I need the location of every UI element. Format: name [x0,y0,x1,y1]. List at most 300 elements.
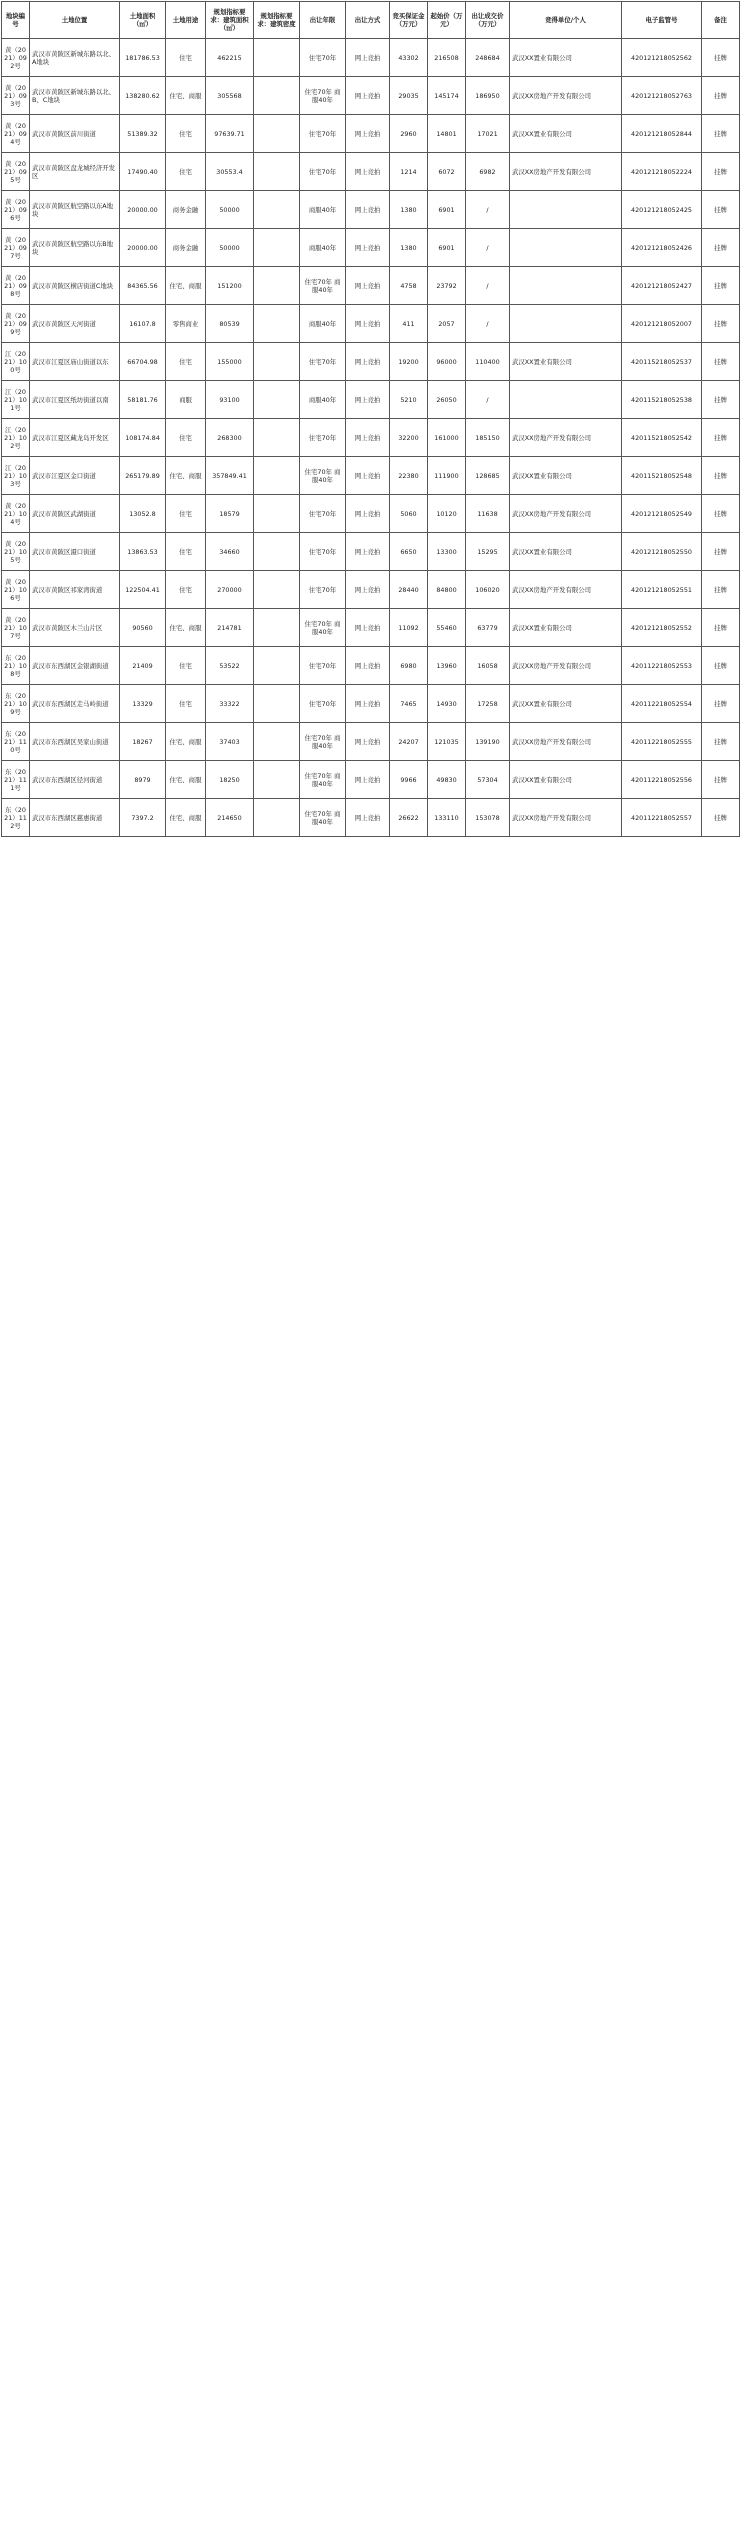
cell-location: 武汉市黄陂区新城东路以北、B、C地块 [30,77,120,115]
cell-supervision-no: 420112218052555 [622,723,702,761]
cell-area: 17490.40 [120,153,166,191]
cell-deposit: 29035 [390,77,428,115]
cell-location: 武汉市黄陂区天河街道 [30,305,120,343]
cell-floor-area: 268300 [206,419,254,457]
cell-plot-no: 黄（2021）093号 [2,77,30,115]
cell-deal-price: / [466,267,510,305]
cell-method: 网上竞拍 [346,647,390,685]
cell-deal-price: / [466,381,510,419]
cell-density [254,609,300,647]
cell-use: 商务金融 [166,191,206,229]
cell-remark: 挂牌 [702,191,740,229]
cell-location: 武汉市黄陂区前川街道 [30,115,120,153]
cell-deposit: 11092 [390,609,428,647]
cell-location: 武汉市黄陂区木兰山片区 [30,609,120,647]
cell-density [254,723,300,761]
cell-area: 84365.56 [120,267,166,305]
cell-deal-price: 106020 [466,571,510,609]
cell-supervision-no: 420112218052553 [622,647,702,685]
cell-use: 住宅、商服 [166,77,206,115]
cell-floor-area: 97639.71 [206,115,254,153]
cell-start-price: 13960 [428,647,466,685]
cell-supervision-no: 420112218052554 [622,685,702,723]
cell-remark: 挂牌 [702,343,740,381]
cell-density [254,571,300,609]
cell-deposit: 26622 [390,799,428,837]
cell-plot-no: 黄（2021）107号 [2,609,30,647]
cell-use: 住宅 [166,39,206,77]
cell-deal-price: 248684 [466,39,510,77]
cell-remark: 挂牌 [702,115,740,153]
cell-start-price: 10120 [428,495,466,533]
cell-winner: 武汉XX置业有限公司 [510,609,622,647]
cell-remark: 挂牌 [702,799,740,837]
cell-term: 住宅70年 [300,153,346,191]
cell-use: 住宅 [166,153,206,191]
cell-use: 住宅 [166,533,206,571]
table-row [2,457,740,495]
cell-area: 16107.8 [120,305,166,343]
table-row [2,685,740,723]
header-density: 规划指标要求：建筑密度 [254,2,300,39]
cell-plot-no: 黄（2021）105号 [2,533,30,571]
cell-winner: 武汉XX房地产开发有限公司 [510,571,622,609]
cell-floor-area: 50000 [206,191,254,229]
cell-start-price: 216508 [428,39,466,77]
cell-floor-area: 80539 [206,305,254,343]
cell-winner: 武汉XX置业有限公司 [510,39,622,77]
table-row [2,267,740,305]
cell-remark: 挂牌 [702,457,740,495]
cell-density [254,381,300,419]
cell-floor-area: 53522 [206,647,254,685]
cell-deposit: 5060 [390,495,428,533]
cell-remark: 挂牌 [702,723,740,761]
cell-density [254,267,300,305]
cell-location: 武汉市江夏区庙山街道以东 [30,343,120,381]
cell-supervision-no: 420121218052551 [622,571,702,609]
cell-floor-area: 18579 [206,495,254,533]
cell-supervision-no: 420121218052425 [622,191,702,229]
cell-plot-no: 黄（2021）094号 [2,115,30,153]
cell-remark: 挂牌 [702,381,740,419]
cell-density [254,115,300,153]
cell-deposit: 6650 [390,533,428,571]
cell-supervision-no: 420121218052549 [622,495,702,533]
cell-area: 8979 [120,761,166,799]
cell-use: 住宅 [166,419,206,457]
cell-term: 住宅70年 商服40年 [300,77,346,115]
cell-area: 13052.8 [120,495,166,533]
cell-deal-price: / [466,191,510,229]
cell-supervision-no: 420115218052548 [622,457,702,495]
cell-area: 265179.89 [120,457,166,495]
cell-term: 商服40年 [300,381,346,419]
cell-deposit: 2960 [390,115,428,153]
cell-plot-no: 江（2021）101号 [2,381,30,419]
cell-location: 武汉市东西湖区慈惠街道 [30,799,120,837]
cell-area: 21409 [120,647,166,685]
cell-plot-no: 江（2021）100号 [2,343,30,381]
cell-density [254,191,300,229]
header-floor-area: 规划指标要求：建筑面积（㎡） [206,2,254,39]
cell-density [254,647,300,685]
cell-supervision-no: 420121218052763 [622,77,702,115]
cell-remark: 挂牌 [702,419,740,457]
cell-density [254,685,300,723]
cell-winner: 武汉XX置业有限公司 [510,115,622,153]
cell-plot-no: 东（2021）112号 [2,799,30,837]
cell-use: 商务金融 [166,229,206,267]
cell-location: 武汉市东西湖区吴家山街道 [30,723,120,761]
cell-remark: 挂牌 [702,305,740,343]
cell-deal-price: 63779 [466,609,510,647]
cell-plot-no: 江（2021）102号 [2,419,30,457]
cell-remark: 挂牌 [702,229,740,267]
cell-deposit: 9966 [390,761,428,799]
cell-method: 网上竞拍 [346,799,390,837]
cell-supervision-no: 420115218052538 [622,381,702,419]
cell-supervision-no: 420121218052007 [622,305,702,343]
cell-plot-no: 东（2021）111号 [2,761,30,799]
table-row [2,229,740,267]
cell-start-price: 84800 [428,571,466,609]
cell-deal-price: 6982 [466,153,510,191]
cell-deal-price: / [466,229,510,267]
cell-term: 住宅70年 商服40年 [300,267,346,305]
cell-density [254,153,300,191]
cell-location: 武汉市江夏区纸坊街道以南 [30,381,120,419]
cell-location: 武汉市黄陂区祁家湾街道 [30,571,120,609]
cell-winner [510,191,622,229]
cell-remark: 挂牌 [702,77,740,115]
cell-floor-area: 33322 [206,685,254,723]
cell-floor-area: 357849.41 [206,457,254,495]
cell-deposit: 1380 [390,191,428,229]
cell-location: 武汉市黄陂区盘龙城经济开发区 [30,153,120,191]
cell-method: 网上竞拍 [346,419,390,457]
cell-deposit: 6980 [390,647,428,685]
cell-winner [510,229,622,267]
cell-start-price: 14930 [428,685,466,723]
cell-deposit: 1380 [390,229,428,267]
cell-deal-price: 57304 [466,761,510,799]
cell-winner: 武汉XX置业有限公司 [510,343,622,381]
cell-floor-area: 93100 [206,381,254,419]
cell-method: 网上竞拍 [346,77,390,115]
cell-use: 住宅、商服 [166,267,206,305]
cell-area: 20000.00 [120,191,166,229]
land-transfer-table [1,1,740,837]
table-row [2,723,740,761]
cell-use: 住宅、商服 [166,457,206,495]
table-header-row [2,2,740,39]
cell-deal-price: 110400 [466,343,510,381]
cell-use: 住宅、商服 [166,723,206,761]
table-row [2,647,740,685]
table-row [2,799,740,837]
cell-start-price: 6901 [428,229,466,267]
cell-method: 网上竞拍 [346,305,390,343]
cell-plot-no: 黄（2021）092号 [2,39,30,77]
cell-term: 住宅70年 商服40年 [300,761,346,799]
cell-supervision-no: 420121218052562 [622,39,702,77]
table-row [2,381,740,419]
cell-winner: 武汉XX房地产开发有限公司 [510,153,622,191]
table-row [2,115,740,153]
cell-start-price: 13300 [428,533,466,571]
cell-floor-area: 305568 [206,77,254,115]
cell-location: 武汉市黄陂区新城东路以北、A地块 [30,39,120,77]
header-remark: 备注 [702,2,740,39]
cell-supervision-no: 420112218052556 [622,761,702,799]
cell-floor-area: 37403 [206,723,254,761]
cell-method: 网上竞拍 [346,39,390,77]
cell-remark: 挂牌 [702,609,740,647]
cell-use: 住宅 [166,571,206,609]
cell-use: 住宅 [166,115,206,153]
cell-floor-area: 151200 [206,267,254,305]
header-area: 土地面积（㎡） [120,2,166,39]
cell-plot-no: 黄（2021）095号 [2,153,30,191]
cell-start-price: 55460 [428,609,466,647]
cell-term: 住宅70年 [300,533,346,571]
cell-location: 武汉市江夏区金口街道 [30,457,120,495]
table-row [2,761,740,799]
cell-term: 住宅70年 [300,419,346,457]
table-row [2,609,740,647]
cell-area: 51389.32 [120,115,166,153]
cell-deposit: 32200 [390,419,428,457]
cell-deal-price: 11638 [466,495,510,533]
cell-use: 住宅、商服 [166,761,206,799]
cell-start-price: 49830 [428,761,466,799]
cell-supervision-no: 420121218052224 [622,153,702,191]
header-supervision-no: 电子监管号 [622,2,702,39]
cell-location: 武汉市东西湖区走马岭街道 [30,685,120,723]
cell-plot-no: 黄（2021）104号 [2,495,30,533]
cell-area: 138280.62 [120,77,166,115]
cell-method: 网上竞拍 [346,609,390,647]
cell-area: 13863.53 [120,533,166,571]
cell-deal-price: 128685 [466,457,510,495]
cell-deal-price: 17021 [466,115,510,153]
cell-plot-no: 东（2021）109号 [2,685,30,723]
cell-plot-no: 东（2021）108号 [2,647,30,685]
cell-start-price: 14801 [428,115,466,153]
cell-area: 66704.98 [120,343,166,381]
cell-remark: 挂牌 [702,153,740,191]
cell-deposit: 22380 [390,457,428,495]
cell-remark: 挂牌 [702,571,740,609]
cell-remark: 挂牌 [702,761,740,799]
cell-floor-area: 214650 [206,799,254,837]
cell-density [254,533,300,571]
cell-location: 武汉市黄陂区航空路以东A地块 [30,191,120,229]
cell-term: 住宅70年 [300,115,346,153]
cell-floor-area: 18250 [206,761,254,799]
cell-deal-price: / [466,305,510,343]
cell-floor-area: 270000 [206,571,254,609]
cell-density [254,761,300,799]
cell-winner: 武汉XX置业有限公司 [510,533,622,571]
cell-start-price: 23792 [428,267,466,305]
cell-area: 90560 [120,609,166,647]
cell-term: 住宅70年 [300,685,346,723]
cell-remark: 挂牌 [702,39,740,77]
cell-deal-price: 186950 [466,77,510,115]
cell-term: 住宅70年 [300,343,346,381]
cell-area: 18267 [120,723,166,761]
cell-supervision-no: 420121218052550 [622,533,702,571]
cell-deal-price: 139190 [466,723,510,761]
cell-remark: 挂牌 [702,495,740,533]
cell-remark: 挂牌 [702,647,740,685]
cell-supervision-no: 420121218052427 [622,267,702,305]
cell-density [254,39,300,77]
cell-start-price: 121035 [428,723,466,761]
cell-term: 商服40年 [300,191,346,229]
cell-density [254,305,300,343]
cell-density [254,495,300,533]
cell-supervision-no: 420121218052844 [622,115,702,153]
cell-deal-price: 16058 [466,647,510,685]
cell-deal-price: 17258 [466,685,510,723]
table-row [2,419,740,457]
cell-remark: 挂牌 [702,267,740,305]
cell-remark: 挂牌 [702,533,740,571]
cell-method: 网上竞拍 [346,761,390,799]
cell-location: 武汉市东西湖区径河街道 [30,761,120,799]
cell-area: 58181.76 [120,381,166,419]
cell-deposit: 19200 [390,343,428,381]
cell-deal-price: 153078 [466,799,510,837]
table-row [2,153,740,191]
cell-method: 网上竞拍 [346,685,390,723]
header-winner: 竞得单位/个人 [510,2,622,39]
cell-term: 住宅70年 商服40年 [300,457,346,495]
cell-winner: 武汉XX房地产开发有限公司 [510,495,622,533]
cell-plot-no: 江（2021）103号 [2,457,30,495]
cell-start-price: 96000 [428,343,466,381]
cell-density [254,229,300,267]
cell-density [254,799,300,837]
cell-supervision-no: 420121218052552 [622,609,702,647]
cell-method: 网上竞拍 [346,381,390,419]
cell-floor-area: 214781 [206,609,254,647]
header-method: 出让方式 [346,2,390,39]
header-deposit: 竞买保证金（万元） [390,2,428,39]
header-plot-no: 地块编号 [2,2,30,39]
cell-start-price: 133110 [428,799,466,837]
cell-plot-no: 黄（2021）098号 [2,267,30,305]
cell-area: 122504.41 [120,571,166,609]
cell-method: 网上竞拍 [346,495,390,533]
cell-plot-no: 黄（2021）106号 [2,571,30,609]
cell-start-price: 161000 [428,419,466,457]
cell-location: 武汉市黄陂区滠口街道 [30,533,120,571]
cell-method: 网上竞拍 [346,571,390,609]
cell-density [254,77,300,115]
cell-density [254,343,300,381]
cell-floor-area: 155000 [206,343,254,381]
table-row [2,305,740,343]
cell-floor-area: 34660 [206,533,254,571]
cell-term: 住宅70年 商服40年 [300,723,346,761]
cell-use: 商服 [166,381,206,419]
cell-plot-no: 黄（2021）099号 [2,305,30,343]
cell-term: 住宅70年 [300,495,346,533]
cell-location: 武汉市黄陂区航空路以东B地块 [30,229,120,267]
cell-method: 网上竞拍 [346,115,390,153]
cell-winner: 武汉XX置业有限公司 [510,685,622,723]
table-row [2,191,740,229]
cell-start-price: 2057 [428,305,466,343]
cell-use: 住宅 [166,685,206,723]
cell-start-price: 6901 [428,191,466,229]
header-use: 土地用途 [166,2,206,39]
cell-term: 住宅70年 [300,571,346,609]
cell-method: 网上竞拍 [346,723,390,761]
cell-supervision-no: 420115218052537 [622,343,702,381]
cell-plot-no: 东（2021）110号 [2,723,30,761]
cell-method: 网上竞拍 [346,191,390,229]
cell-winner: 武汉XX房地产开发有限公司 [510,723,622,761]
cell-deposit: 24207 [390,723,428,761]
cell-area: 7397.2 [120,799,166,837]
cell-method: 网上竞拍 [346,229,390,267]
cell-supervision-no: 420121218052426 [622,229,702,267]
cell-start-price: 111900 [428,457,466,495]
cell-term: 住宅70年 商服40年 [300,609,346,647]
cell-plot-no: 黄（2021）096号 [2,191,30,229]
cell-deposit: 43302 [390,39,428,77]
cell-deposit: 411 [390,305,428,343]
cell-deposit: 7465 [390,685,428,723]
cell-use: 住宅 [166,495,206,533]
cell-deal-price: 185150 [466,419,510,457]
table-row [2,39,740,77]
cell-floor-area: 462215 [206,39,254,77]
cell-use: 住宅、商服 [166,609,206,647]
cell-floor-area: 50000 [206,229,254,267]
table-body [2,39,740,837]
cell-deposit: 4758 [390,267,428,305]
table-row [2,343,740,381]
cell-plot-no: 黄（2021）097号 [2,229,30,267]
cell-start-price: 26050 [428,381,466,419]
cell-area: 181786.53 [120,39,166,77]
cell-winner: 武汉XX置业有限公司 [510,457,622,495]
table-row [2,495,740,533]
cell-winner: 武汉XX房地产开发有限公司 [510,419,622,457]
cell-winner [510,381,622,419]
cell-use: 零售商业 [166,305,206,343]
cell-method: 网上竞拍 [346,267,390,305]
table-row [2,571,740,609]
cell-deal-price: 15295 [466,533,510,571]
cell-method: 网上竞拍 [346,153,390,191]
cell-remark: 挂牌 [702,685,740,723]
cell-density [254,457,300,495]
cell-area: 108174.84 [120,419,166,457]
cell-winner: 武汉XX房地产开发有限公司 [510,647,622,685]
cell-winner: 武汉XX房地产开发有限公司 [510,77,622,115]
cell-start-price: 6072 [428,153,466,191]
cell-winner [510,267,622,305]
cell-location: 武汉市黄陂区横店街道C地块 [30,267,120,305]
cell-term: 商服40年 [300,305,346,343]
